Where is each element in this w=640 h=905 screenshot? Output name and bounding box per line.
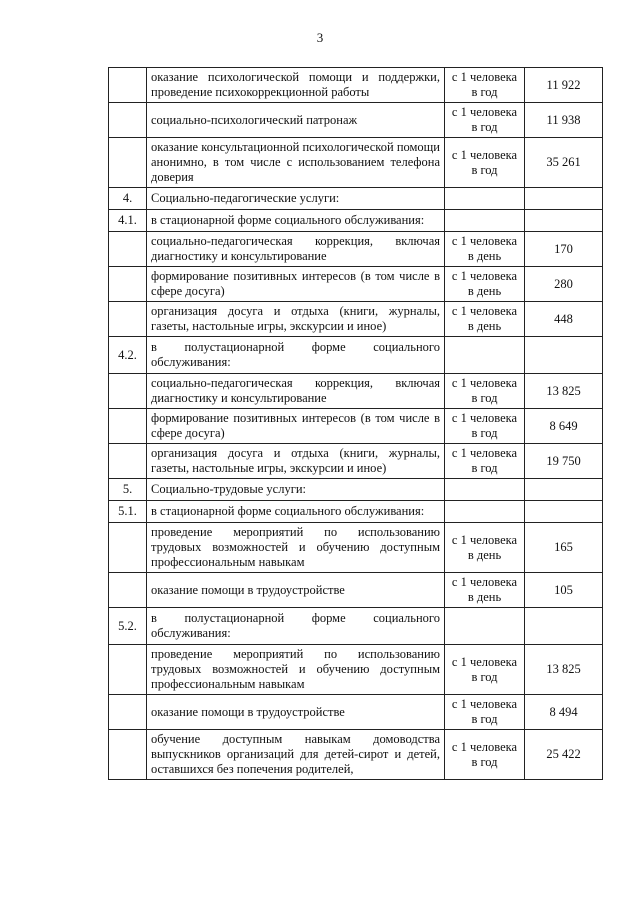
unit-cell: с 1 человека в год <box>445 645 525 695</box>
row-number-cell <box>109 374 147 409</box>
price-cell: 11 938 <box>525 103 603 138</box>
unit-cell <box>445 479 525 501</box>
unit-cell: с 1 человека в год <box>445 409 525 444</box>
price-cell: 35 261 <box>525 138 603 188</box>
service-name-cell: формирование позитивных интересов (в том числе в сфере досуга) <box>147 409 445 444</box>
service-name-cell: оказание помощи в трудоустройстве <box>147 573 445 608</box>
price-cell <box>525 501 603 523</box>
row-number-cell: 4. <box>109 188 147 210</box>
unit-cell <box>445 501 525 523</box>
table-row <box>109 267 603 302</box>
unit-cell: с 1 человека в день <box>445 302 525 337</box>
row-number-cell <box>109 444 147 479</box>
table-row <box>109 730 603 780</box>
price-cell: 8 649 <box>525 409 603 444</box>
row-number-cell <box>109 695 147 730</box>
table-row <box>109 409 603 444</box>
row-number-cell <box>109 523 147 573</box>
table-row <box>109 523 603 573</box>
table-row <box>109 103 603 138</box>
unit-cell: с 1 человека в год <box>445 444 525 479</box>
unit-cell: с 1 человека в год <box>445 695 525 730</box>
service-name-cell: социально-психологический патронаж <box>147 103 445 138</box>
row-number-cell <box>109 409 147 444</box>
row-number-cell <box>109 267 147 302</box>
unit-cell <box>445 337 525 374</box>
page-number: 3 <box>316 30 324 45</box>
price-cell: 19 750 <box>525 444 603 479</box>
service-name-cell: оказание помощи в трудоустройстве <box>147 695 445 730</box>
unit-cell: с 1 человека в день <box>445 573 525 608</box>
section-row <box>109 501 603 523</box>
table-row <box>109 695 603 730</box>
row-number-cell <box>109 68 147 103</box>
price-cell: 25 422 <box>525 730 603 780</box>
price-cell <box>525 479 603 501</box>
service-name-cell: социально-педагогическая коррекция, включая диагностику и консультирование <box>147 374 445 409</box>
price-cell: 280 <box>525 267 603 302</box>
row-number-cell: 4.1. <box>109 210 147 232</box>
service-name-cell: в полустационарной форме социального обслуживания: <box>147 608 445 645</box>
service-name-cell: организация досуга и отдыха (книги, журналы, газеты, настольные игры, экскурсии и иное) <box>147 302 445 337</box>
unit-cell <box>445 188 525 210</box>
service-name-cell: в полустационарной форме социального обслуживания: <box>147 337 445 374</box>
section-row <box>109 337 603 374</box>
table-row <box>109 232 603 267</box>
unit-cell <box>445 210 525 232</box>
unit-cell: с 1 человека в год <box>445 68 525 103</box>
table-row <box>109 138 603 188</box>
row-number-cell: 5.2. <box>109 608 147 645</box>
price-cell: 170 <box>525 232 603 267</box>
service-name-cell: оказание психологической помощи и поддержки, проведение психокоррекционной работы <box>147 68 445 103</box>
unit-cell: с 1 человека в день <box>445 523 525 573</box>
table-row <box>109 374 603 409</box>
price-cell <box>525 608 603 645</box>
price-cell: 448 <box>525 302 603 337</box>
row-number-cell <box>109 730 147 780</box>
service-name-cell: Социально-трудовые услуги: <box>147 479 445 501</box>
section-row <box>109 608 603 645</box>
service-name-cell: социально-педагогическая коррекция, включая диагностику и консультирование <box>147 232 445 267</box>
row-number-cell <box>109 232 147 267</box>
service-name-cell: обучение доступным навыкам домоводства выпускников организаций для детей-сирот и детей, оставшихся без попечения родителей, <box>147 730 445 780</box>
service-name-cell: Социально-педагогические услуги: <box>147 188 445 210</box>
services-tariff-table <box>108 67 603 780</box>
price-cell: 105 <box>525 573 603 608</box>
row-number-cell <box>109 302 147 337</box>
row-number-cell <box>109 573 147 608</box>
price-cell: 13 825 <box>525 645 603 695</box>
price-cell: 11 922 <box>525 68 603 103</box>
unit-cell: с 1 человека в день <box>445 267 525 302</box>
row-number-cell: 5. <box>109 479 147 501</box>
table-row <box>109 645 603 695</box>
table-row <box>109 573 603 608</box>
price-cell <box>525 337 603 374</box>
table-row <box>109 444 603 479</box>
price-cell: 8 494 <box>525 695 603 730</box>
unit-cell: с 1 человека в год <box>445 374 525 409</box>
row-number-cell <box>109 103 147 138</box>
table-row <box>109 68 603 103</box>
service-name-cell: проведение мероприятий по использованию трудовых возможностей и обучению доступным профессиональным навыкам <box>147 523 445 573</box>
table-body <box>109 68 603 780</box>
service-name-cell: проведение мероприятий по использованию трудовых возможностей и обучению доступным профессиональным навыкам <box>147 645 445 695</box>
section-row <box>109 188 603 210</box>
unit-cell: с 1 человека в год <box>445 103 525 138</box>
table-row <box>109 302 603 337</box>
price-cell: 13 825 <box>525 374 603 409</box>
unit-cell <box>445 608 525 645</box>
service-name-cell: формирование позитивных интересов (в том числе в сфере досуга) <box>147 267 445 302</box>
row-number-cell <box>109 645 147 695</box>
row-number-cell <box>109 138 147 188</box>
section-row <box>109 479 603 501</box>
row-number-cell: 4.2. <box>109 337 147 374</box>
service-name-cell: в стационарной форме социального обслуживания: <box>147 501 445 523</box>
price-cell <box>525 210 603 232</box>
row-number-cell: 5.1. <box>109 501 147 523</box>
section-row <box>109 210 603 232</box>
unit-cell: с 1 человека в день <box>445 232 525 267</box>
unit-cell: с 1 человека в год <box>445 730 525 780</box>
unit-cell: с 1 человека в год <box>445 138 525 188</box>
service-name-cell: оказание консультационной психологической помощи анонимно, в том числе с использованием телефона доверия <box>147 138 445 188</box>
price-cell <box>525 188 603 210</box>
service-name-cell: организация досуга и отдыха (книги, журналы, газеты, настольные игры, экскурсии и иное) <box>147 444 445 479</box>
price-cell: 165 <box>525 523 603 573</box>
service-name-cell: в стационарной форме социального обслуживания: <box>147 210 445 232</box>
